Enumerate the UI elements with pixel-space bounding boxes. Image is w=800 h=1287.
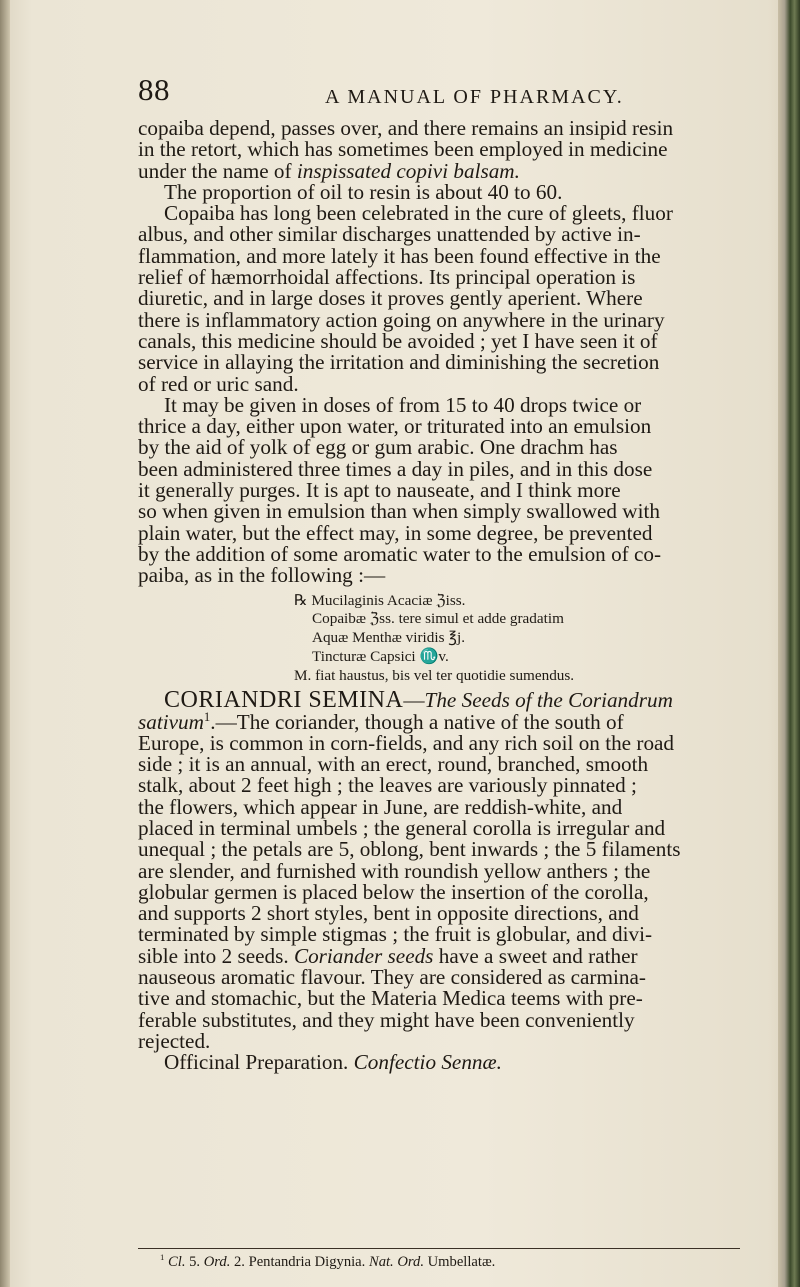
footnote-ord: Ord. (203, 1254, 231, 1270)
prescription-line: M. fiat haustus, bis vel ter quotidie sumendus. (294, 666, 575, 684)
text-line (138, 943, 748, 968)
text-line-prefix: under the name of (138, 158, 297, 183)
coriander-intro: .—The coriander, though a native of the south of (210, 709, 624, 734)
footnote-nat-value: Umbellatæ. (423, 1254, 496, 1270)
text-line: of red or uric sand. (138, 371, 299, 396)
coriander-heading: CORIANDRI SEMINA (164, 686, 404, 713)
text-line: canals, this medicine should be avoided ; yet I have seen it of (138, 328, 658, 353)
text-line: by the addition of some aromatic water to the emulsion of co- (138, 541, 662, 566)
coriander-seeds: Coriander seeds (293, 943, 434, 968)
text-line (138, 1052, 748, 1073)
text-line: plain water, but the effect may, in some degree, be prevented (138, 520, 653, 545)
text-line: Europe, is common in corn-fields, and any rich soil on the road (138, 730, 675, 755)
text-line: and supports 2 short styles, bent in opposite directions, and (138, 901, 639, 926)
text-line: unequal ; the petals are 5, oblong, bent inwards ; the 5 filaments (138, 837, 681, 862)
text-line: copaiba depend, passes over, and there remains an insipid resin (138, 116, 674, 140)
text-line: albus, and other similar discharges unattended by active in- (138, 222, 641, 247)
text-line: globular germen is placed below the insertion of the corolla, (138, 879, 649, 904)
text-line: The proportion of oil to resin is about 40 to 60. (164, 179, 563, 204)
text-line: relief of hæmorrhoidal affections. Its principal operation is (138, 265, 636, 290)
text-line: flammation, and more lately it has been found effective in the (138, 243, 661, 268)
coriander-title2: sativum (138, 709, 204, 734)
text-line (138, 709, 748, 734)
footnote-cl: Cl. (168, 1254, 186, 1270)
footnote-rule (138, 1248, 740, 1249)
text-line: so when given in emulsion than when simply swallowed with (138, 499, 660, 524)
footnote-cl-value: 5. (185, 1254, 204, 1270)
official-preparation: Confectio Sennæ. (353, 1050, 502, 1075)
text-line: service in allaying the irritation and diminishing the secretion (138, 350, 660, 375)
official-prefix: Officinal Preparation. (164, 1050, 354, 1075)
inspissated-name: inspissated copivi balsam. (296, 158, 520, 183)
coriander-title: The Seeds of the Coriandrum (424, 687, 673, 712)
footnote-ord-value: 2. Pentandria Digynia. (230, 1254, 369, 1270)
prescription-line: ℞ Mucilaginis Acaciæ ℨiss. (294, 591, 466, 609)
text-line-prefix: sible into 2 seeds. (138, 943, 294, 968)
text-line: by the aid of yolk of egg or gum arabic. One drachm has (138, 435, 618, 460)
text-line: tive and stomachic, but the Materia Medica teems with pre- (138, 986, 643, 1011)
footnote-marker: 1 (160, 1252, 165, 1263)
coriander-heading-line (138, 686, 748, 713)
text-line (138, 158, 748, 183)
text-line: thrice a day, either upon water, or triturated into an emulsion (138, 414, 652, 439)
text-line: placed in terminal umbels ; the general corolla is irregular and (138, 816, 666, 840)
footnote (160, 1254, 495, 1271)
text-line: side ; it is an annual, with an erect, round, branched, smooth (138, 752, 649, 777)
footnote-mark: 1 (203, 709, 211, 724)
page-left-edge (0, 0, 10, 1287)
text-line: the flowers, which appear in June, are reddish-white, and (138, 794, 623, 819)
text-line: it generally purges. It is apt to nauseate, and I think more (138, 478, 621, 503)
text-line: are slender, and furnished with roundish yellow anthers ; the (138, 858, 651, 883)
text-line: diuretic, and in large doses it proves gently aperient. Where (138, 286, 643, 311)
text-line: been administered three times a day in piles, and in this dose (138, 456, 653, 481)
prescription-line: Tincturæ Capsici ♏v. (312, 647, 449, 665)
prescription-line: Copaibæ ℨss. tere simul et adde gradatim (312, 610, 564, 628)
text-line: rejected. (138, 1028, 211, 1053)
page-number: 88 (138, 72, 170, 107)
text-line: ferable substitutes, and they might have been conveniently (138, 1007, 635, 1032)
text-line: It may be given in doses of from 15 to 40 drops twice or (164, 392, 642, 417)
body-text (138, 118, 748, 1074)
text-line: there is inflammatory action going on anywhere in the urinary (138, 307, 665, 332)
text-line: nauseous aromatic flavour. They are considered as carmina- (138, 965, 646, 990)
text-line: paiba, as in the following :— (138, 563, 386, 588)
page-header (138, 72, 738, 112)
prescription-line: Aquæ Menthæ viridis ℥j. (312, 629, 466, 647)
text-line: Copaiba has long been celebrated in the cure of gleets, fluor (164, 201, 673, 226)
text-line: stalk, about 2 feet high ; the leaves are variously pinnated ; (138, 773, 637, 798)
text-line-suffix: have a sweet and rather (433, 943, 638, 968)
text-line: terminated by simple stigmas ; the fruit is globular, and divi- (138, 922, 653, 947)
book-spine-edge (778, 0, 800, 1287)
text-line: in the retort, which has sometimes been employed in medicine (138, 137, 668, 162)
footnote-nat-ord: Nat. Ord. (368, 1254, 424, 1270)
coriander-dash: — (403, 687, 425, 712)
running-head: A MANUAL OF PHARMACY. (325, 86, 624, 108)
